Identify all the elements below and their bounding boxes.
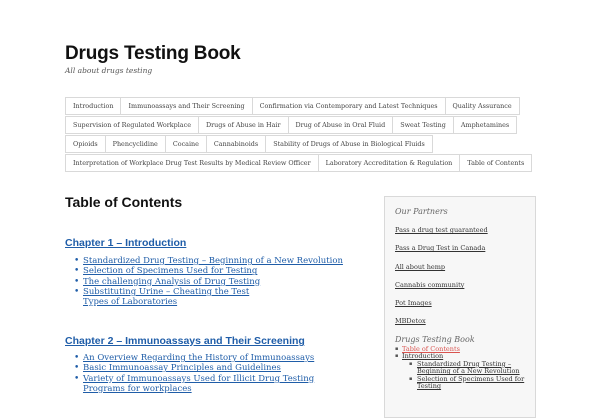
chapter-1-link[interactable]: Chapter 1 – Introduction [65, 237, 187, 249]
book-link-current[interactable]: ▪ Table of Contents [395, 346, 533, 353]
nav-item-hair[interactable]: Drugs of Abuse in Hair [198, 116, 289, 134]
chapter-2-link[interactable]: Chapter 2 – Immunoassays and Their Screening [65, 335, 305, 347]
list-item[interactable]: • Substituting Urine – Cheating the Test [65, 287, 365, 297]
partner-link[interactable]: MBDetox [395, 317, 426, 325]
main-navigation [65, 97, 535, 173]
partner-link[interactable]: All about hemp [395, 263, 446, 271]
list-item[interactable]: • Basic Immunoassay Principles and Guidelines [65, 363, 365, 373]
partner-link[interactable]: Pass a Drug Test in Canada [395, 244, 486, 252]
list-item[interactable]: • Variety of Immunoassays Used for Illicit Drug Testing [65, 374, 365, 384]
nav-item-interpretation[interactable]: Interpretation of Workplace Drug Test Results by Medical Review Officer [65, 154, 319, 172]
nav-item-immunoassays[interactable]: Immunoassays and Their Screening [120, 97, 252, 115]
list-item[interactable]: • The challenging Analysis of Drug Testing [65, 277, 365, 287]
chapter-2-links [65, 353, 365, 394]
partner-link[interactable]: Pass a drug test guaranteed [395, 226, 488, 234]
chapter-1-links [65, 256, 365, 307]
book-link[interactable]: ▪ Introduction [395, 353, 533, 360]
nav-item-cocaine[interactable]: Cocaine [165, 135, 207, 153]
nav-item-phencyclidine[interactable]: Phencyclidine [105, 135, 166, 153]
list-item[interactable]: • Standardized Drug Testing – Beginning of a New Revolution [65, 256, 365, 266]
list-item[interactable]: Types of Laboratories [83, 297, 178, 308]
sidebar [384, 196, 536, 418]
nav-item-sweat-testing[interactable]: Sweat Testing [392, 116, 454, 134]
list-item[interactable]: • An Overview Regarding the History of Immunoassays [65, 353, 365, 363]
partners-heading: Our Partners [395, 207, 448, 216]
book-navigation [395, 346, 533, 390]
site-title[interactable]: Drugs Testing Book [65, 43, 241, 64]
partner-link[interactable]: Cannabis community [395, 281, 465, 289]
nav-item-introduction[interactable]: Introduction [65, 97, 121, 115]
nav-item-amphetamines[interactable]: Amphetamines [453, 116, 517, 134]
book-sub-link[interactable]: ▪ Selection of Specimens Used for [395, 376, 533, 383]
list-item[interactable]: • Selection of Specimens Used for Testing [65, 266, 365, 276]
nav-row [65, 135, 535, 153]
nav-item-table-of-contents[interactable]: Table of Contents [459, 154, 532, 172]
book-sub-link-continued[interactable]: Beginning of a New Revolution [417, 367, 520, 376]
nav-item-confirmation[interactable]: Confirmation via Contemporary and Latest Techniques [252, 97, 446, 115]
nav-row [65, 97, 535, 115]
nav-item-oral-fluid[interactable]: Drug of Abuse in Oral Fluid [288, 116, 394, 134]
nav-item-accreditation[interactable]: Laboratory Accreditation & Regulation [318, 154, 461, 172]
book-sub-link-continued[interactable]: Testing [417, 382, 442, 391]
book-heading: Drugs Testing Book [395, 335, 475, 344]
nav-item-quality-assurance[interactable]: Quality Assurance [445, 97, 520, 115]
list-item[interactable]: Programs for workplaces [83, 383, 192, 394]
nav-row [65, 116, 535, 134]
partner-link[interactable]: Pot Images [395, 299, 432, 307]
nav-item-supervision[interactable]: Supervision of Regulated Workplace [65, 116, 199, 134]
site-description: All about drugs testing [65, 66, 153, 75]
nav-item-cannabinoids[interactable]: Cannabinoids [206, 135, 266, 153]
page-title: Table of Contents [65, 194, 183, 210]
nav-item-opioids[interactable]: Opioids [65, 135, 106, 153]
nav-item-stability[interactable]: Stability of Drugs of Abuse in Biological Fluids [265, 135, 433, 153]
book-sub-link[interactable]: ▪ Standardized Drug Testing – [395, 361, 533, 368]
nav-row [65, 154, 535, 172]
